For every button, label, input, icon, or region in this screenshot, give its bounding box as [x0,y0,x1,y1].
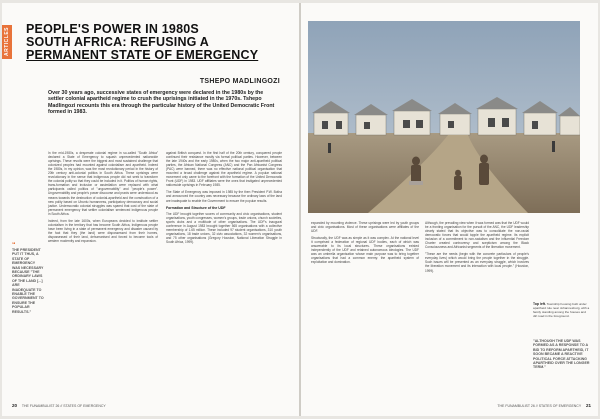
section-tab-label: ARTICLES [4,27,10,56]
quote-mark-icon: “ [12,242,16,249]
left-footer [12,403,212,408]
pull-quote-text: THE PRESIDENT PUT IT THUS, A STATE OF EMERGENCY WAS NECESSARY BECAUSE "THE ORDINARY LAWS OF THE LAND [...] ARE INADEQUATE TO ENABLE THE GOVERNMENT TO ENSURE THE POPULAR RESULTS." [12,248,44,314]
photo-caption [533,303,591,319]
paragraph: The State of Emergency was imposed in 1985 by the then President P.W. Botha and announced the country was necessary because the ordinary laws of the land are inadequate to enable the Government to ensure the popular results. [166,190,282,203]
page-number: 20 [12,403,18,408]
township-photo [308,21,580,213]
paragraph: "These are the needs (begin with the concrete particulars of people's everyday lives) which would bring the people together in the struggle. Such issues will be presented as an everyday struggle, which involves the liberation movement and its interaction with local people." (Houston, 1999). [425,252,529,273]
section-heading: Formation and Structure of the UDF [166,205,226,210]
paragraph: Structurally, the UDF was as simple as it was complex. At the national level it comprised a federation of regional UDF bodies, each of which was answerable to its local structures. These organisations existed independently of the UDF and retained autonomous ideologies. The UDF was an umbrella organisation whose main purpose was to bring together organisations that had a common enemy: the apartheid system of exploitation and domination. [311,236,419,265]
title-line-1: PEOPLE'S POWER IN 1980S [26,22,199,36]
left-page [2,3,299,416]
caption-text: Township housing built under apartheid rule near Johannesburg, with a family standing among the houses and dirt road in the foreground. [533,302,590,318]
right-column-2 [425,221,529,276]
paragraph: Although, the prevailing view when it was formed was that the UDF would be a fronting organisation for the pursuit of the ANC, the UDF leadership clearly stated that its objective was to consolidate the non-racial democratic forces that would topple the apartheid regime. Its explicit inclusion of a commitment to non-racialism and the influential Freedom Charter created controversy and scepticism among the Black Consciousness and Africanist segments of the liberation movement. [425,221,529,250]
paragraph: Indeed, from the late 1600s, when Europeans decided to institute settler colonialism in the territory that has become South Africa, Indigenous people have been living in a state of permanent emergency and disaster caused by the fact that they (the land) were dispossessed from their homes, dispossessed of their land, dehumanised and forced to become tools of western modernity and expansion. [48,218,158,243]
section-tab[interactable] [2,25,12,59]
paragraph: The UDF brought together scores of community and civic organisations, student organisations, youth congresses, women's groups, trade unions, church societies, sports clubs and a multitude of other organisations. The UDF's inaugural conference in August 1983 brought together 565 organisations with a collective membership of 1.65 million. These included 97 student organisations, 310 youth organisations, 18 trade unions, 32 civic associations, 32 women's organisations, and 75 other organisations (Gregory Houston, National Liberation Struggle in South Africa, 1999). [166,211,282,244]
left-column-2 [166,151,282,247]
page-number: 21 [585,403,591,408]
author-byline: TSHEPO MADLINGOZI [199,78,280,85]
pull-quote-left [12,243,44,314]
right-page [301,3,598,416]
article-title [26,23,282,62]
footer-text: THE FUNAMBULIST 26 // STATES OF EMERGENCY [497,404,582,408]
left-column-1 [48,151,158,246]
caption-title: Top left. [533,302,546,306]
paragraph: expanded by mounting violence. These uprisings were led by youth groups and civic organisations. Most of these organisations were affiliates of the UDF. [311,221,419,234]
photo-illustration [308,21,580,213]
title-line-3: PERMANENT STATE OF EMERGENCY [26,48,259,62]
paragraph: against British conquest. In the first half of the 20th century, conquered people continued their resistance mostly via formal political parties. However, between the late 1940s and the early 1980s, when the two major anti-apartheid political parties, the African National Congress (ANC) and the Pan Africanist Congress (PAC) were banned, there was no effective national political organisation that mounted a broad challenge against the apartheid regime. A popular national movement only came to the forefront with the formation of the United Democratic Front (UDF) in 1983. UDF affiliates were the ones that instigated unprecedented nationwide uprisings in February 1985. [166,151,282,188]
footer-text: THE FUNAMBULIST 26 // STATES OF EMERGENCY [21,404,106,408]
title-line-2: SOUTH AFRICA: REFUSING A [26,35,210,49]
paragraph: In the mid-1980s, a desperate colonial regime in so-called "South Africa" declared a State of Emergency to squash unprecedented nationwide uprisings. These revolts were the biggest and most sustained challenge that colonized peoples had mounted against colonialism and apartheid. Indeed the 1980s, in my opinion, was the most revolutionary period in the history of 20th century anti-colonial politics in South Africa. These uprisings were revolutionary in the sense that indigenous people did not seek to transform the colonial polity so that they could be included in it. Politics of human rights, trans-formation and inclusion or assimilation were replaced with what participants called politics of "ungovernability" and "people's power". Ungovernability and people's power discourse and praxis were understood as means towards the destruction of colonial-apartheid and the construction of a new polity based on Ubuntu humanness, participatory democracy and social justice. Undemocratic colonial struggles was spared that cost of the state of permanent emergency that settler colonialism sentenced indigenous people in South Africa. [48,151,158,216]
pull-quote-right [533,339,591,370]
right-column-1 [311,221,419,267]
pull-quote-text: "ALTHOUGH THE UDF WAS FORMED AS A RESPONSE TO A BID TO REFORM APARTHEID, IT SOON BECAME A REACTIVE POLITICAL FORCE ATTACKING APARTHEID OVER THE LONGER TERM." [533,339,590,370]
right-footer [417,403,591,408]
lead-paragraph: Over 30 years ago, successive states of emergency were declared in the 1980s by the settler colonial apartheid regime to crush the uprisings initiated in the 1970s. Tshepo Madlingozi recounts this era through the particular history of the United Democratic Front formed in 1983. [48,90,275,116]
